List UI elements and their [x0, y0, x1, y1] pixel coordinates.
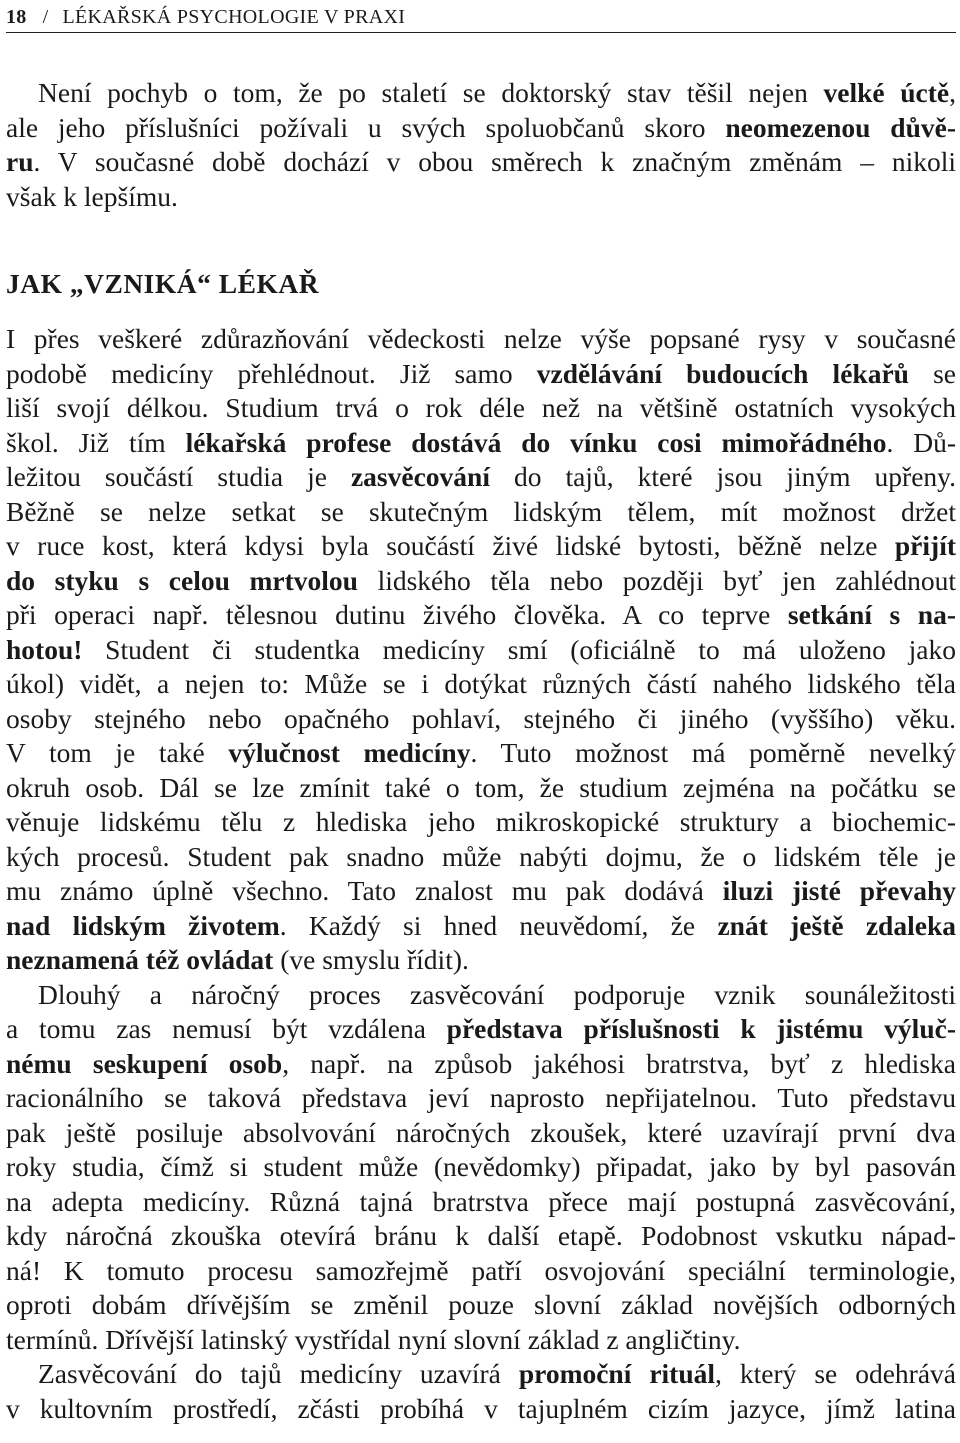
text-line	[6, 357, 956, 392]
text-line	[6, 1012, 956, 1047]
text-line	[6, 391, 956, 426]
text-run: a tomu zas nemusí být vzdálena	[6, 1013, 447, 1044]
text-line	[6, 771, 956, 806]
bold-phrase: ru	[6, 146, 34, 177]
text-line	[38, 978, 956, 1013]
text-run: V tom je také	[6, 737, 229, 768]
text-line	[6, 111, 956, 146]
bold-phrase: lékařská profese dostává do vínku cosi mimořádného	[185, 426, 887, 458]
text-line	[6, 1047, 956, 1082]
text-line	[6, 1219, 956, 1254]
text-line	[6, 1392, 956, 1427]
text-line	[6, 564, 956, 599]
bold-phrase: promoční rituál	[518, 1358, 716, 1389]
bold-phrase: hotou!	[6, 633, 83, 665]
text-run: osoby stejného nebo opačného pohlaví, stejného či jiného (vyššího) věku.	[6, 702, 956, 734]
text-line	[38, 1357, 956, 1392]
text-run: . Dů-	[886, 426, 957, 458]
text-run: oproti dobám dřívějším se změnil pouze slovní základ novějších odborných	[6, 1289, 956, 1320]
text-run: Dlouhý a náročný proces zasvěcování podporuje vznik sounáležitosti	[38, 978, 956, 1010]
text-line	[6, 426, 956, 461]
bold-phrase: do styku s celou mrtvolou	[6, 564, 358, 596]
text-run: pak ještě posiluje absolvování náročných zkoušek, které uzavírají první dva	[6, 1116, 956, 1148]
text-run: okruh osob. Dál se lze zmínit také o tom, že studium zejména na počátku se	[6, 771, 956, 803]
text-line	[6, 1116, 956, 1151]
book-title: LÉKAŘSKÁ PSYCHOLOGIE V PRAXI	[62, 6, 406, 28]
text-line	[6, 909, 956, 944]
running-head-separator: /	[42, 6, 49, 28]
bold-phrase: přijít	[894, 530, 956, 561]
bold-phrase: velké úctě	[823, 77, 950, 108]
text-line	[6, 529, 956, 564]
text-run: v kultovním prostředí, zčásti probíhá v tajuplném cizím jazyce, jímž latina	[6, 1392, 956, 1424]
text-run: úkol) vidět, a nejen to: Může se i dotýkat různých částí nahého lidského těla	[6, 668, 956, 699]
text-run: lidského těla nebo později byť jen zahlédnout	[357, 564, 957, 596]
text-line	[6, 145, 956, 180]
text-run: . V současné době dochází v obou směrech k značným změnám – nikoli	[33, 146, 956, 177]
text-run: (ve smyslu řídit).	[273, 944, 469, 975]
text-line	[6, 1254, 956, 1289]
text-line	[6, 598, 956, 633]
text-run: Není pochyb o tom, že po staletí se doktorský stav těšil nejen	[38, 77, 824, 108]
bold-phrase: iluzi jisté převahy	[722, 875, 956, 906]
text-line	[6, 633, 956, 668]
text-run: škol. Již tím	[6, 426, 186, 458]
bold-phrase: představa příslušnosti k jistému výluč-	[446, 1013, 956, 1044]
text-run: ,	[949, 77, 956, 108]
text-run: I přes veškeré zdůrazňování vědeckosti nelze výše popsané rysy v současné	[6, 323, 956, 354]
text-run: liší svojí délkou. Studium trvá o rok déle než na většině ostatních vysokých	[6, 392, 956, 423]
text-run: se	[908, 357, 956, 389]
text-line	[6, 1288, 956, 1323]
text-run: mu známo úplně všechno. Tato znalost mu pak dodává	[6, 875, 723, 906]
text-run: podobě medicíny přehlédnout. Již samo	[6, 357, 537, 389]
text-run: kých procesů. Student pak snadno může nabýti dojmu, že o lidském těle je	[6, 840, 956, 872]
text-line	[6, 667, 956, 702]
text-run: . Tuto možnost má poměrně nevelký	[470, 737, 957, 768]
text-run: , např. na způsob jakéhosi bratrstva, byť z hlediska	[282, 1047, 956, 1079]
text-line	[6, 1081, 956, 1116]
text-line	[6, 736, 956, 771]
bold-phrase: výlučnost medicíny	[228, 737, 471, 768]
running-head	[6, 6, 956, 33]
text-line	[6, 1150, 956, 1185]
text-line	[6, 840, 956, 875]
text-line	[6, 943, 956, 978]
bold-phrase: znát ještě zdaleka	[717, 909, 956, 941]
text-run: do tajů, které jsou jiným upřeny.	[489, 461, 956, 492]
text-run: kdy náročná zkouška otevírá bránu k další etapě. Podobnost vskutku nápad-	[6, 1220, 956, 1251]
text-line	[6, 1323, 956, 1358]
text-run: , který se odehrává	[715, 1358, 957, 1389]
text-run: věnuje lidskému tělu z hlediska jeho mikroskopické struktury a biochemic-	[6, 806, 956, 837]
bold-phrase: setkání s na-	[787, 599, 956, 630]
text-run: ale jeho příslušníci požívali u svých spoluobčanů skoro	[6, 111, 726, 143]
bold-phrase: neznamená též ovládat	[6, 944, 274, 975]
text-run: na adepta medicíny. Různá tajná bratrstva přece mají postupná zasvěcování,	[6, 1185, 956, 1217]
text-line	[6, 495, 956, 530]
text-run: však k lepšímu.	[6, 180, 178, 212]
text-run: termínů. Dřívější latinský vystřídal nyní slovní základ z angličtiny.	[6, 1323, 741, 1355]
text-line	[6, 460, 956, 495]
text-line	[6, 1185, 956, 1220]
text-run: . Každý si hned neuvědomí, že	[279, 909, 718, 941]
text-run: v ruce kost, která kdysi byla součástí živé lidské bytosti, běžně nelze	[6, 530, 895, 561]
page-number: 18	[6, 6, 27, 28]
text-run: racionálního se taková představa jeví naprosto nepřijatelnou. Tuto představu	[6, 1082, 956, 1113]
text-run: Student či studentka medicíny smí (oficiálně to má uloženo jako	[82, 633, 956, 665]
text-line	[6, 702, 956, 737]
text-run: Běžně se nelze setkat se skutečným lidským tělem, mít možnost držet	[6, 495, 956, 527]
bold-phrase: neomezenou důvě-	[725, 111, 956, 143]
text-run: při operaci např. tělesnou dutinu živého člověka. A co teprve	[6, 599, 788, 630]
text-line	[6, 874, 956, 909]
text-line	[6, 805, 956, 840]
header-rule	[6, 32, 956, 33]
section-heading: JAK „VZNIKÁ“ LÉKAŘ	[6, 268, 320, 299]
text-run: roky studia, čímž si student může (nevědomky) připadat, jako by byl pasován	[6, 1151, 956, 1182]
bold-phrase: vzdělávání budoucích lékařů	[536, 357, 909, 389]
bold-phrase: nad lidským životem	[6, 909, 280, 941]
bold-phrase: nému seskupení osob	[6, 1047, 283, 1079]
text-line	[38, 76, 956, 111]
text-run: ná! K tomuto procesu samozřejmě patří osvojování speciální terminologie,	[6, 1254, 956, 1286]
text-line	[6, 180, 956, 215]
text-line	[6, 322, 956, 357]
text-run: ležitou součástí studia je	[6, 461, 351, 492]
bold-phrase: zasvěcování	[350, 461, 490, 492]
text-run: Zasvěcování do tajů medicíny uzavírá	[38, 1358, 519, 1389]
